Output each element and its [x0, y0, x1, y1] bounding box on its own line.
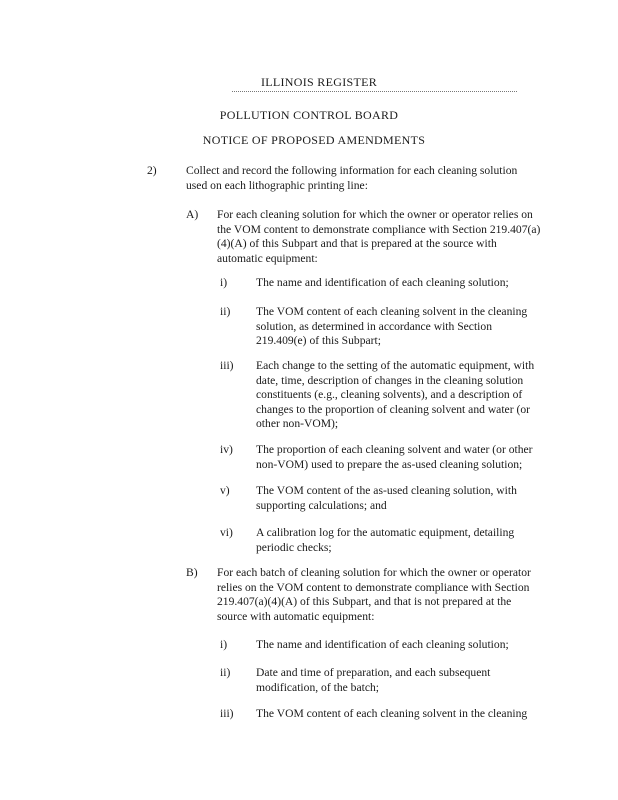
item-A-vi-number: vi)	[220, 526, 233, 539]
item-2-number: 2)	[147, 164, 157, 177]
item-A-i-number: i)	[220, 276, 228, 289]
item-A-vi-text: A calibration log for the automatic equipment, detailing periodic checks;	[256, 526, 515, 554]
item-A-i-text: The name and identification of each cleaning solution;	[256, 276, 509, 289]
item-A-iv-text: The proportion of each cleaning solvent and water (or other non-VOM) used to prepare the as-used cleaning solution;	[256, 443, 533, 471]
item-A-iv-number: iv)	[220, 443, 233, 456]
header-rule	[232, 91, 517, 92]
item-A-ii-text: The VOM content of each cleaning solvent in the cleaning solution, as determined in accordance with Section 219.409(e) of this Subpart;	[256, 305, 528, 348]
item-B-number: B)	[186, 566, 198, 579]
item-B-i-number: i)	[220, 638, 228, 651]
item-B-ii-number: ii)	[220, 666, 231, 679]
item-A-number: A)	[186, 208, 199, 221]
item-A-v-number: v)	[220, 484, 230, 497]
register-header: ILLINOIS REGISTER	[260, 75, 378, 89]
item-B-iii-text: The VOM content of each cleaning solvent in the cleaning	[256, 707, 528, 720]
item-B-i-text: The name and identification of each cleaning solution;	[256, 638, 509, 651]
notice-header: NOTICE OF PROPOSED AMENDMENTS	[202, 133, 426, 147]
item-B-iii-number: iii)	[220, 707, 234, 720]
item-2-text: Collect and record the following information for each cleaning solution used on each lithographic printing line:	[186, 164, 518, 192]
item-B-text: For each batch of cleaning solution for which the owner or operator relies on the VOM content to demonstrate compliance with Section 219.407(a)(4)(A) of this Subpart, and that is not prepared at the source with automatic equipment:	[217, 566, 531, 623]
item-A-v-text: The VOM content of the as-used cleaning solution, with supporting calculations; and	[256, 484, 517, 512]
item-B-ii-text: Date and time of preparation, and each subsequent modification, of the batch;	[256, 666, 491, 694]
board-header: POLLUTION CONTROL BOARD	[219, 108, 399, 122]
item-A-text: For each cleaning solution for which the owner or operator relies on the VOM content to demonstrate compliance with Section 219.407(a)(4)(A) of this Subpart and that is prepared at the source with automatic equipment:	[217, 208, 541, 265]
item-A-iii-number: iii)	[220, 359, 234, 372]
item-A-ii-number: ii)	[220, 305, 231, 318]
item-A-iii-text: Each change to the setting of the automatic equipment, with date, time, description of changes in the cleaning solution constituents (e.g., cleaning solvents), and a description of changes to the proportion of cleaning solvent and water (or other non-VOM);	[256, 359, 535, 431]
